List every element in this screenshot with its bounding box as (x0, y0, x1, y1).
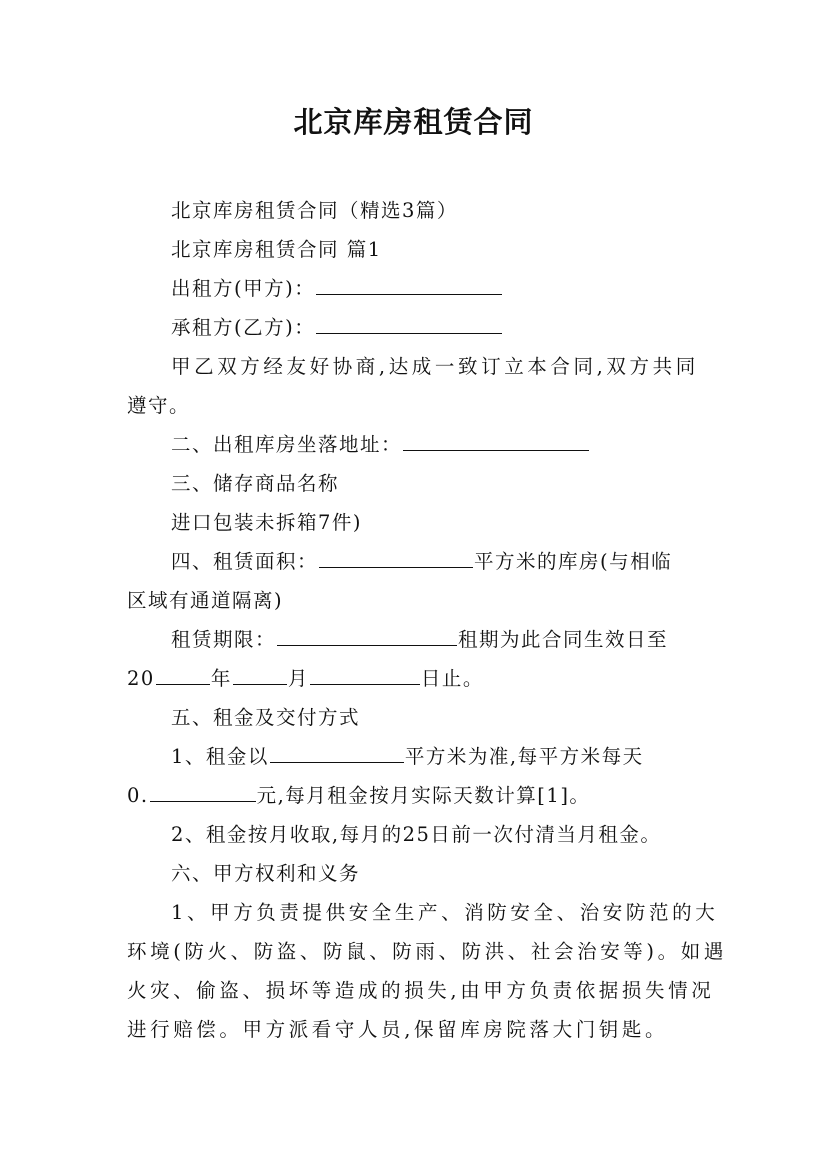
address-blank (403, 432, 589, 451)
rent-blank (270, 744, 404, 763)
term-suffix: 租期为此合同生效日至 (458, 628, 669, 651)
day-blank (310, 666, 420, 685)
section-heading: 北京库房租赁合同 篇1 (171, 238, 382, 261)
goods-heading: 三、储存商品名称 (171, 472, 340, 495)
term-label: 租赁期限： (171, 628, 277, 651)
lessee-blank (316, 315, 502, 334)
paragraph-line: 环境(防火、防盗、防鼠、防雨、防洪、社会治安等)。如遇 (127, 940, 727, 963)
year-blank (156, 666, 210, 685)
lessor-line (171, 276, 503, 302)
month-blank (233, 666, 287, 685)
paragraph-line: 1、甲方负责提供安全生产、消防安全、治安防范的大 (171, 901, 719, 924)
rent-label: 1、租金以 (171, 745, 269, 768)
term-date-line (127, 666, 484, 692)
paragraph-line: 进行赔偿。甲方派看守人员,保留库房院落大门钥匙。 (127, 1018, 669, 1041)
paragraph-line: 遵守。 (127, 394, 191, 417)
lessee-label: 承租方(乙方)： (171, 316, 316, 339)
paragraph-line: 甲乙双方经友好协商,达成一致订立本合同,双方共同 (171, 355, 699, 378)
term-line (171, 627, 668, 653)
section-heading: 五、租金及交付方式 (171, 706, 361, 729)
year-prefix: 20 (127, 667, 155, 690)
area-suffix: 平方米的库房(与相临 (474, 550, 673, 573)
goods-line: 进口包装未拆箱7件) (171, 511, 363, 534)
price-prefix: 0. (127, 784, 149, 807)
document-title: 北京库房租赁合同 (293, 105, 534, 139)
lessee-line (171, 315, 503, 341)
rent-suffix: 平方米为准,每平方米每天 (404, 745, 644, 768)
rent-line (171, 744, 644, 770)
area-blank (319, 549, 473, 568)
month-label: 月 (287, 667, 309, 690)
area-label: 四、租赁面积： (171, 550, 319, 573)
paragraph-line: 区域有通道隔离) (127, 589, 284, 612)
paragraph-line: 火灾、偷盗、损坏等造成的损失,由甲方负责依据损失情况 (127, 979, 715, 1002)
address-line (171, 432, 590, 458)
year-label: 年 (210, 667, 232, 690)
address-label: 二、出租库房坐落地址： (171, 433, 403, 456)
day-label: 日止。 (420, 667, 484, 690)
lessor-label: 出租方(甲方)： (171, 277, 316, 300)
area-line (171, 549, 672, 575)
price-blank (150, 783, 256, 802)
subtitle-line: 北京库房租赁合同（精选3篇） (171, 199, 458, 222)
term-blank (277, 627, 457, 646)
lessor-blank (316, 276, 502, 295)
price-suffix: 元,每月租金按月实际天数计算[1]。 (256, 784, 591, 807)
section-heading: 六、甲方权利和义务 (171, 862, 361, 885)
rent-price-line (127, 783, 590, 809)
paragraph-line: 2、租金按月收取,每月的25日前一次付清当月租金。 (171, 823, 662, 846)
